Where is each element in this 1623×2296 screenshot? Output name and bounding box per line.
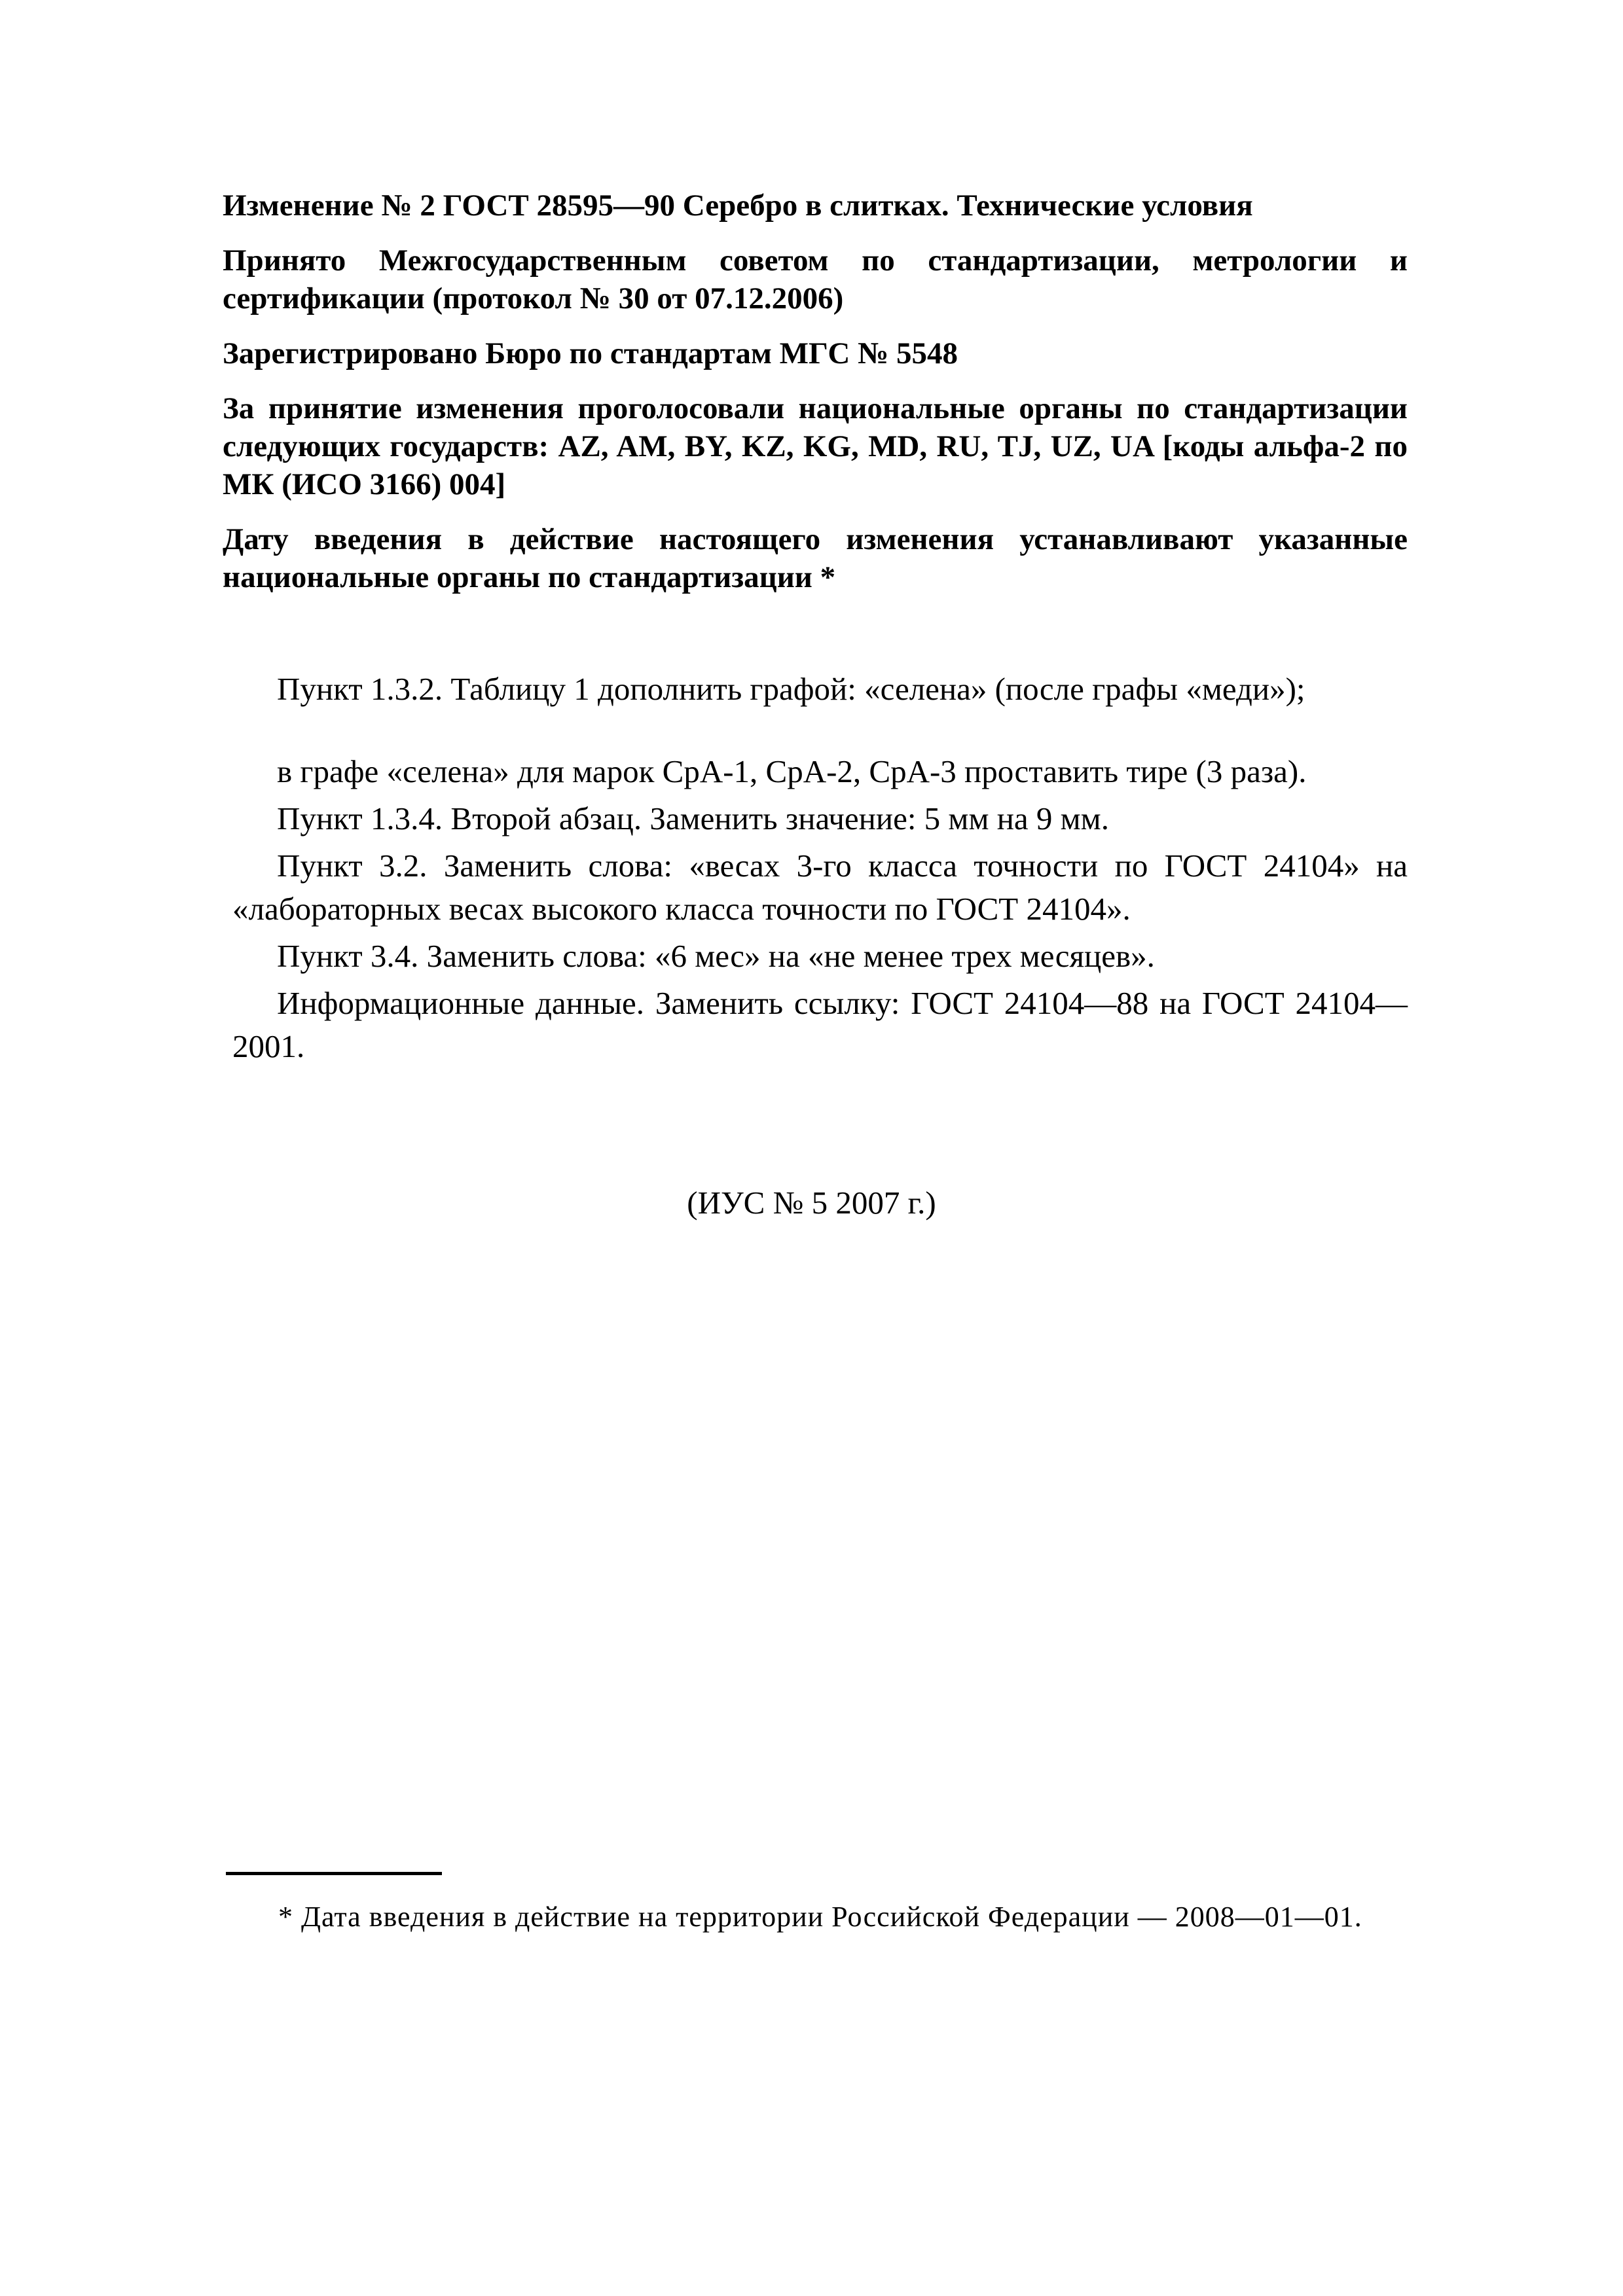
clause-1-3-4: Пункт 1.3.4. Второй абзац. Заменить значение: 5 мм на 9 мм. — [277, 800, 1109, 836]
clause-3-4: Пункт 3.4. Заменить слова: «6 мес» на «не менее трех месяцев». — [277, 938, 1155, 974]
clause-1-3-2: Пункт 1.3.2. Таблицу 1 дополнить графой: «селена» (после графы «меди»); — [277, 671, 1305, 707]
voting-statement: За принятие изменения проголосовали национальные органы по стандартизации следующих государств: AZ, AM, BY, KZ, KG, MD, RU, TJ, UZ, UA [коды альфа-2 по МК (ИСО 3166) 004] — [223, 391, 1408, 501]
amendment-body — [232, 668, 1408, 1068]
information-data-clause: Информационные данные. Заменить ссылку: ГОСТ 24104—88 на ГОСТ 24104—2001. — [232, 985, 1408, 1064]
issue-reference: (ИУС № 5 2007 г.) — [687, 1185, 936, 1221]
effective-date-statement: Дату введения в действие настоящего изменения устанавливают указанные национальные органы по стандартизации * — [223, 522, 1408, 594]
amendment-header — [223, 187, 1408, 613]
adoption-statement: Принято Межгосударственным советом по стандартизации, метрологии и сертификации (протокол № 30 от 07.12.2006) — [223, 243, 1408, 315]
footnote: * Дата введения в действие на территории Российской Федерации — 2008—01—01. — [278, 1901, 1362, 1933]
clause-3-2: Пункт 3.2. Заменить слова: «весах 3-го класса точности по ГОСТ 24104» на «лабораторных весах высокого класса точности по ГОСТ 24104». — [232, 848, 1408, 927]
clause-1-3-2-continued: в графе «селена» для марок СрА-1, СрА-2, СрА-3 проставить тире (3 раза). — [277, 753, 1307, 789]
amendment-title: Изменение № 2 ГОСТ 28595—90 Серебро в слитках. Технические условия — [223, 188, 1253, 223]
registration-statement: Зарегистрировано Бюро по стандартам МГС № 5548 — [223, 336, 958, 370]
footnote-divider — [226, 1872, 442, 1875]
